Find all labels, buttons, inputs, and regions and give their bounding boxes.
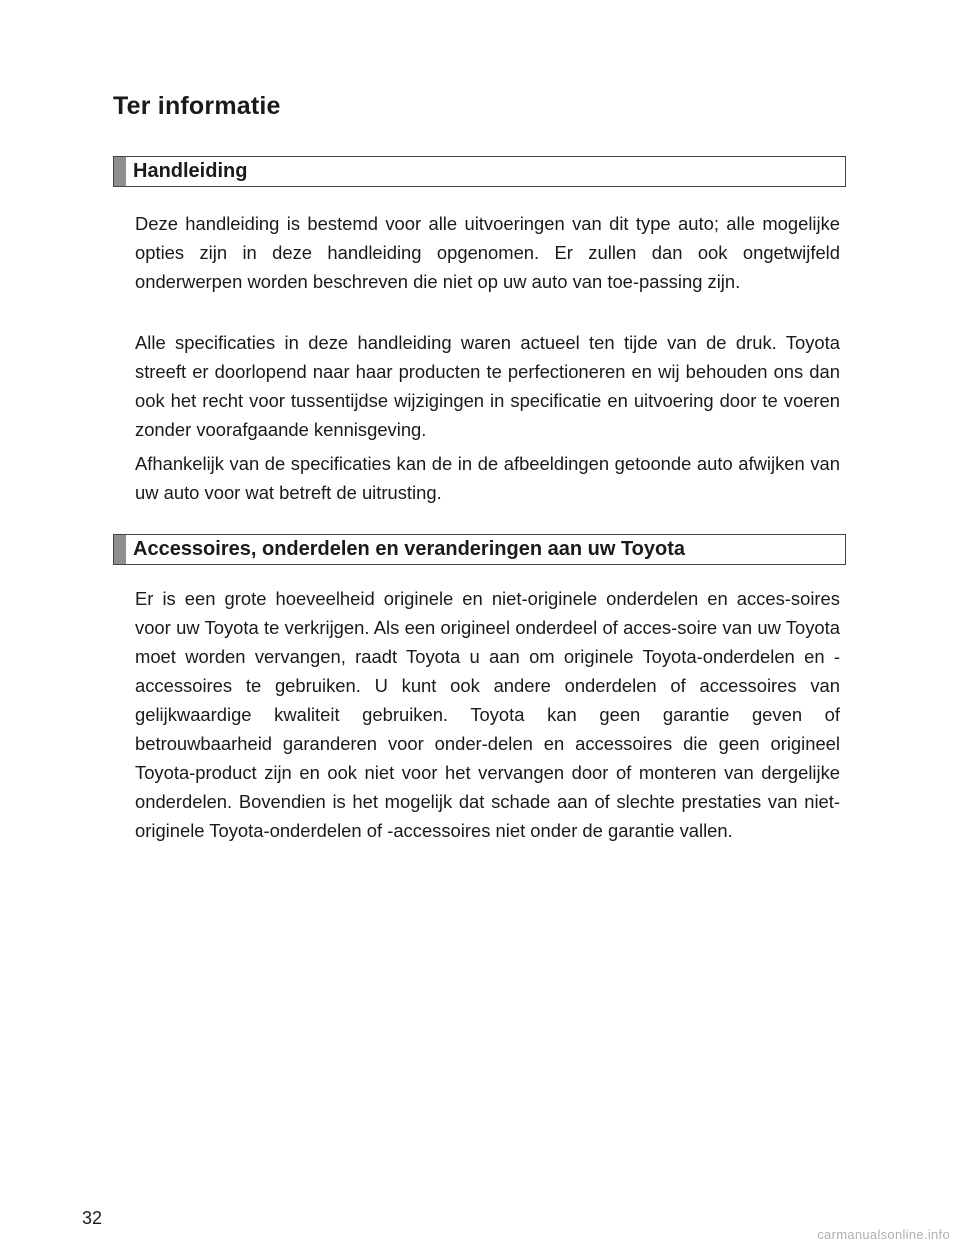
paragraph: Afhankelijk van de specificaties kan de in de afbeeldingen getoonde auto afwijken van uw auto voor wat betreft de uitrusting.: [135, 453, 840, 503]
paragraph: Er is een grote hoeveelheid originele en niet-originele onderdelen en acces-soires voor uw Toyota te verkrijgen. Als een origineel onderdeel of acces-soire van uw Toyota moet worden vervangen, raadt Toyota u aan om originele Toyota-onderdelen en -accessoires te gebruiken. U kunt ook andere onderdelen of accessoires van gelijkwaardige kwaliteit gebruiken. Toyota kan geen garantie geven of betrouwbaarheid garanderen voor onder-delen en accessoires die geen origineel Toyota-product zijn en ook niet voor het vervangen door of monteren van dergelijke onderdelen. Bovendien is het mogelijk dat schade aan of slechte prestaties van niet-originele Toyota-onderdelen of -accessoires niet onder de garantie vallen.: [135, 588, 840, 841]
section-heading: Accessoires, onderdelen en veranderingen aan uw Toyota: [133, 538, 686, 560]
watermark: carmanualsonline.info: [817, 1227, 950, 1242]
page-title: Ter informatie: [113, 92, 281, 120]
section-heading: Handleiding: [133, 160, 248, 182]
paragraph: Deze handleiding is bestemd voor alle uitvoeringen van dit type auto; alle mogelijke opties zijn in deze handleiding opgenomen. Er zullen dan ook ongetwijfeld onderwerpen worden beschreven die niet op uw auto van toe-passing zijn.: [135, 213, 840, 292]
section-header-handleiding: [113, 156, 846, 187]
section-header-accessoires: [113, 534, 846, 565]
section-header-bar: [114, 535, 126, 564]
section-header-bar: [114, 157, 126, 186]
page-number: 32: [82, 1208, 103, 1228]
paragraph: Alle specificaties in deze handleiding waren actueel ten tijde van de druk. Toyota streeft er doorlopend naar haar producten te perfectioneren en wij behouden ons dan ook het recht voor tussentijdse wijzigingen in specificatie en uitvoering door te voeren zonder voorafgaande kennisgeving.: [135, 332, 840, 440]
